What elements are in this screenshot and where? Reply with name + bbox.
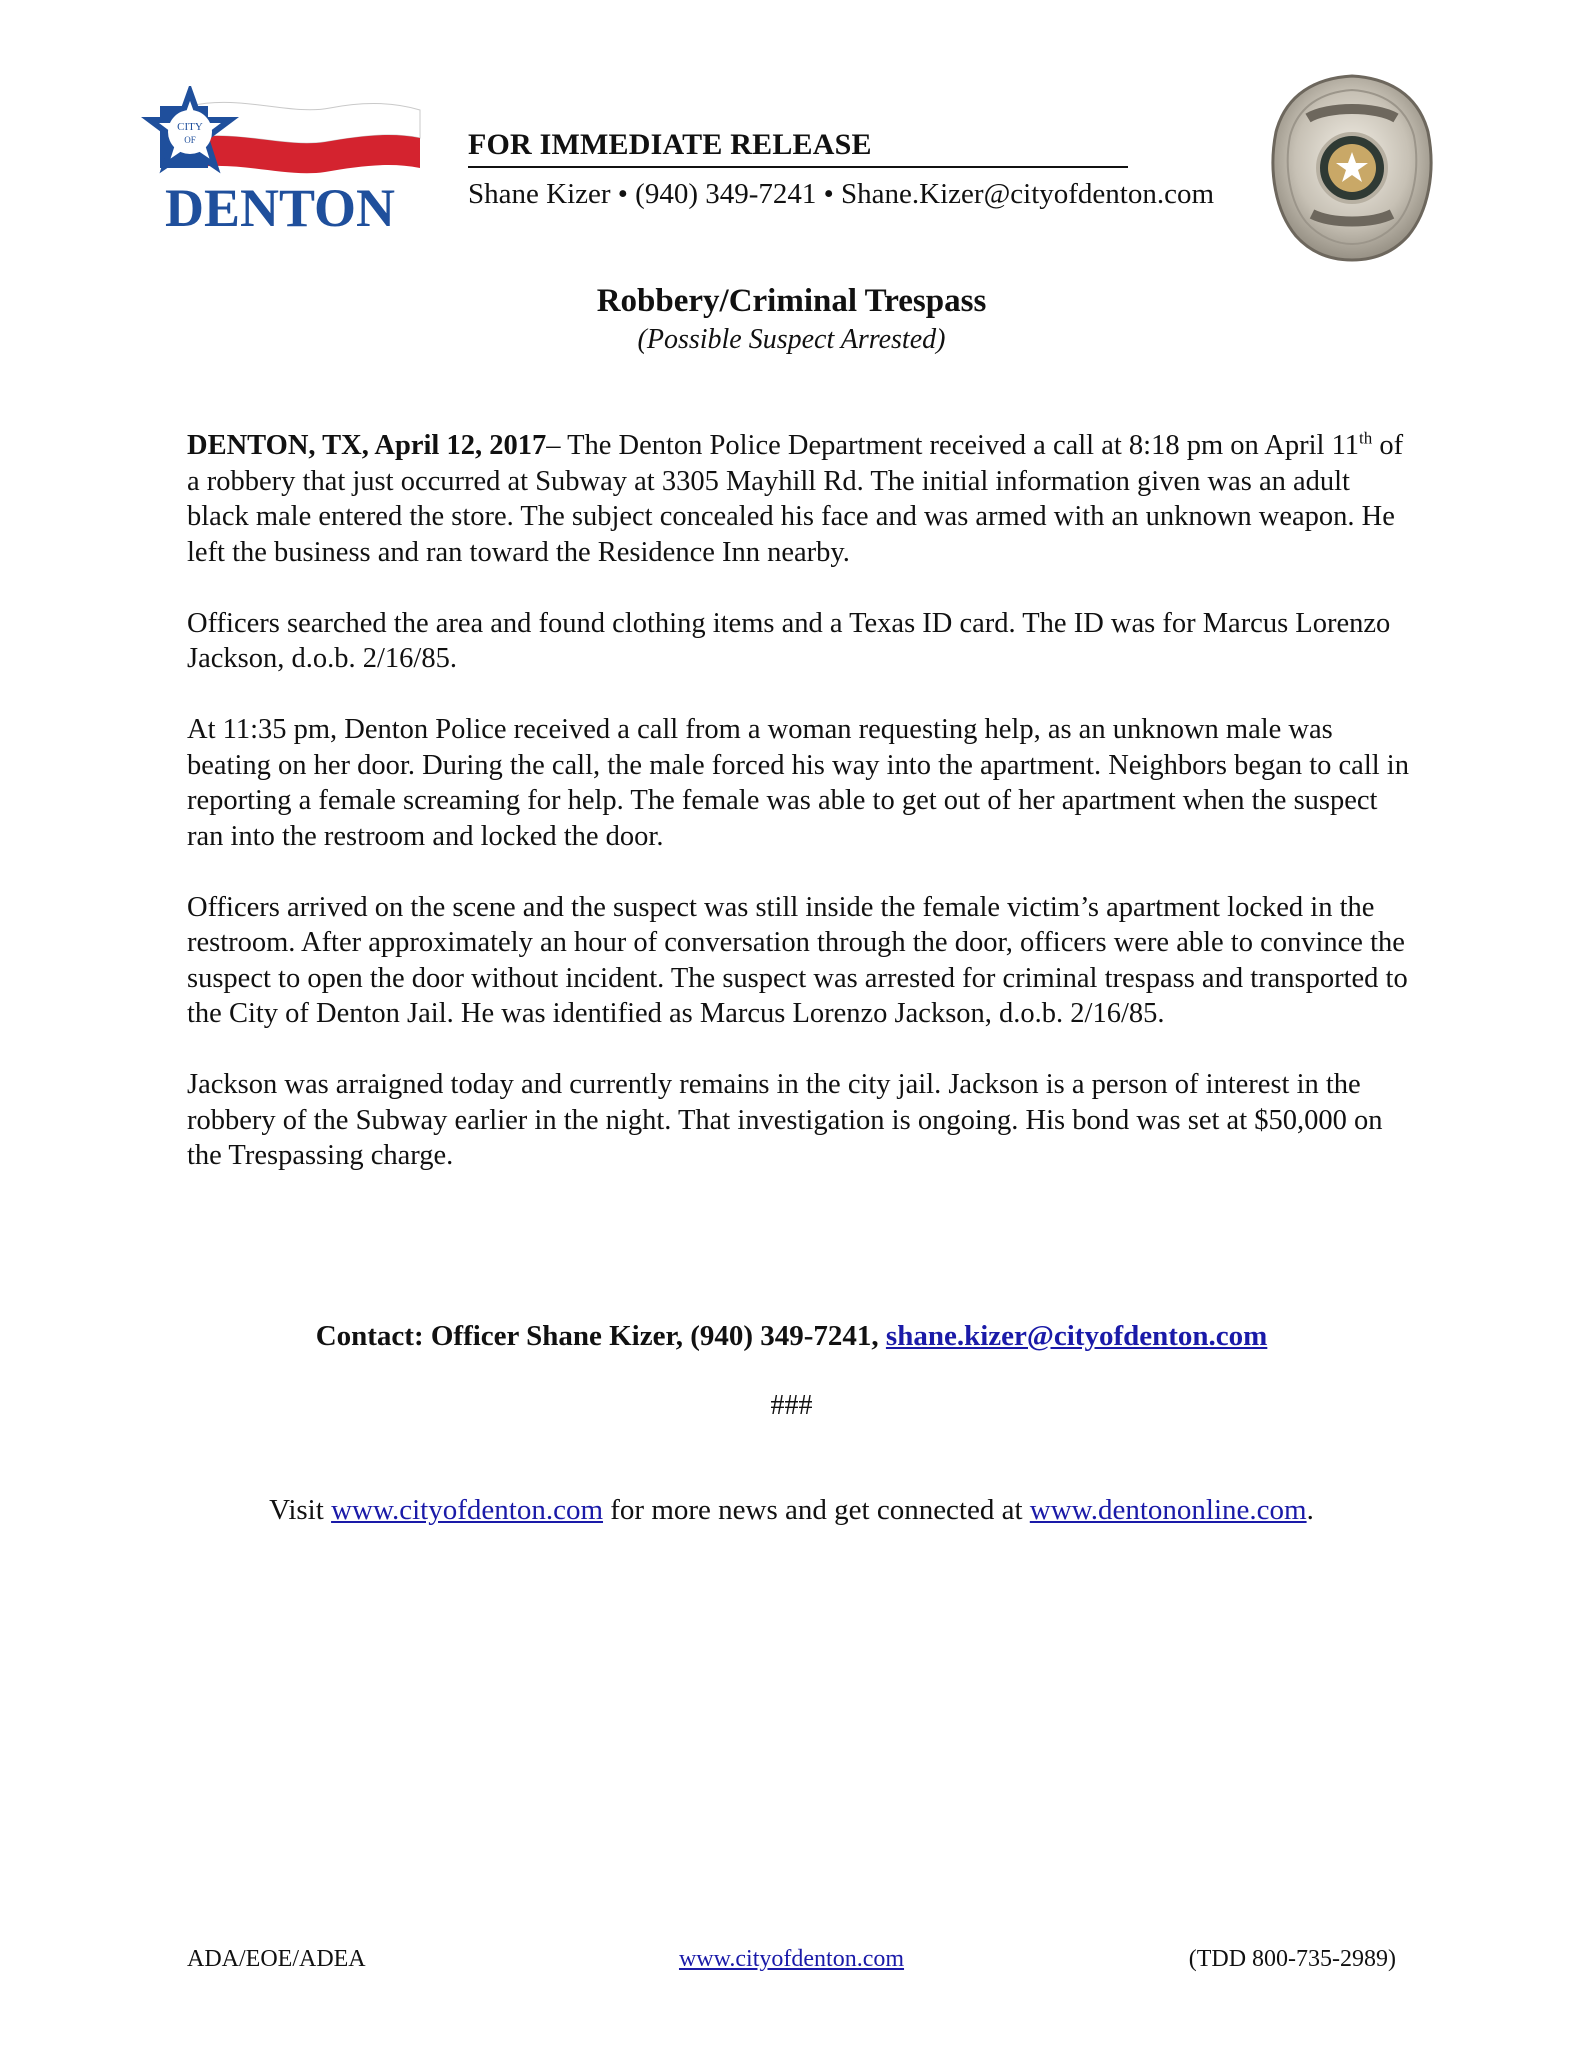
release-heading: FOR IMMEDIATE RELEASE xyxy=(468,128,1128,168)
paragraph-1 xyxy=(187,428,1417,570)
visit-prefix: Visit xyxy=(269,1494,324,1526)
logo-denton-text: DENTON xyxy=(164,178,396,236)
paragraph-5: Jackson was arraigned today and currently remains in the city jail. Jackson is a person of interest in the robbery of the Subway earlier in the night. That investigation is ongoing. His bond was set at $50,000 on the Trespassing charge. xyxy=(187,1069,1383,1171)
contact-block xyxy=(0,1318,1583,1354)
logo-of-text: OF xyxy=(184,135,196,145)
paragraph-1-text-b: of a robbery that just occurred at Subway at 3305 Mayhill Rd. The initial information given was an adult black male entered the store. The subject concealed his face and was armed with an unknown weapon. He left the business and ran toward the Residence Inn nearby. xyxy=(187,430,1404,568)
paragraph-4: Officers arrived on the scene and the suspect was still inside the female victim’s apartment locked in the restroom. After approximately an hour of conversation through the door, officers were able to convince the suspect to open the door without incident. The suspect was arrested for criminal trespass and transported to the City of Denton Jail. He was identified as Marcus Lorenzo Jackson, d.o.b. 2/16/85. xyxy=(187,891,1408,1029)
dentononline-link[interactable]: www.dentononline.com xyxy=(1029,1494,1307,1526)
paragraph-1-text-a: – The Denton Police Department received a call at 8:18 pm on April 11 xyxy=(546,430,1360,461)
visit-line xyxy=(0,1492,1583,1528)
paragraph-2: Officers searched the area and found clothing items and a Texas ID card. The ID was for Marcus Lorenzo Jackson, d.o.b. 2/16/85. xyxy=(187,607,1391,674)
dateline: DENTON, TX, April 12, 2017 xyxy=(187,430,547,461)
document-title: Robbery/Criminal Trespass xyxy=(596,283,987,319)
police-badge-icon xyxy=(1268,72,1436,262)
header-contact-line: Shane Kizer • (940) 349-7241 • Shane.Kizer@cityofdenton.com xyxy=(468,178,1215,210)
footer-website-link[interactable]: www.cityofdenton.com xyxy=(678,1946,905,1972)
end-separator: ### xyxy=(770,1390,813,1421)
footer-ada: ADA/EOE/ADEA xyxy=(187,1946,366,1972)
paragraph-3: At 11:35 pm, Denton Police received a call from a woman requesting help, as an unknown male was beating on her door. During the call, the male forced his way into the apartment. Neighbors began to call in reporting a female screaming for help. The female was able to get out of her apartment when the suspect ran into the restroom and locked the door. xyxy=(187,714,1409,852)
logo-city-text: CITY xyxy=(177,121,203,133)
visit-suffix: . xyxy=(1306,1494,1314,1526)
cityofdenton-link[interactable]: www.cityofdenton.com xyxy=(331,1494,604,1526)
contact-email-link[interactable]: shane.kizer@cityofdenton.com xyxy=(885,1320,1268,1352)
document-subtitle: (Possible Suspect Arrested) xyxy=(637,324,946,355)
contact-label: Contact: Officer Shane Kizer, (940) 349-7241, xyxy=(315,1320,879,1352)
visit-middle: for more news and get connected at xyxy=(610,1494,1023,1526)
press-release-body xyxy=(187,428,1417,1209)
footer-tdd: (TDD 800-735-2989) xyxy=(1188,1946,1396,1972)
city-of-denton-logo xyxy=(120,86,430,236)
ordinal-suffix: th xyxy=(1359,428,1373,448)
